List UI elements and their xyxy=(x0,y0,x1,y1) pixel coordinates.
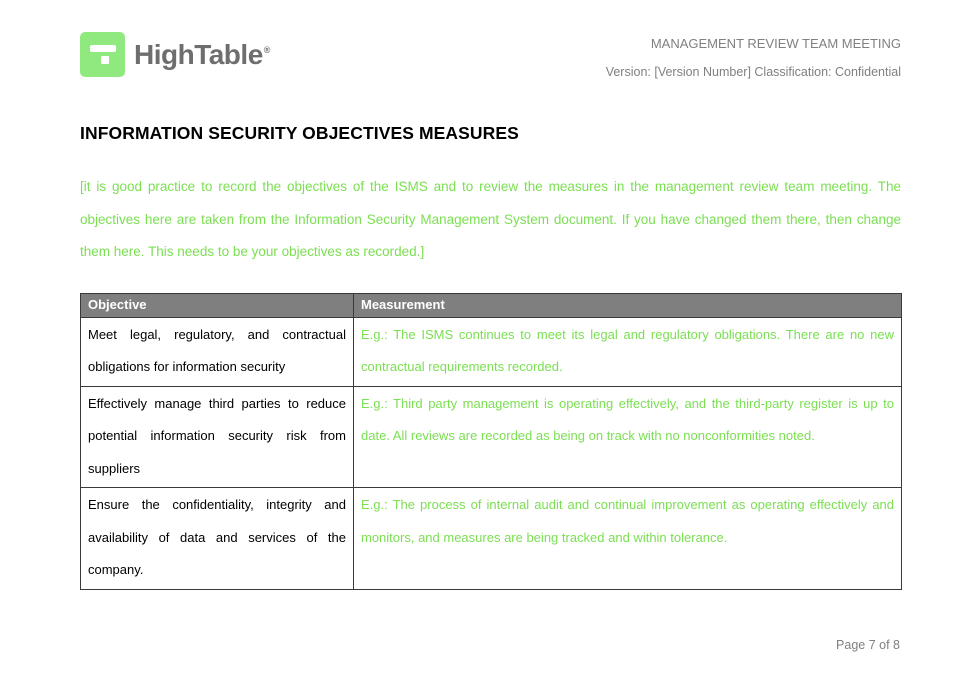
objective-column-header: Objective xyxy=(81,293,354,317)
table-header-row xyxy=(81,293,902,317)
document-header xyxy=(80,30,901,79)
version-classification-line: Version: [Version Number] Classification: Confidential xyxy=(605,65,901,79)
objective-cell: Effectively manage third parties to reduce potential information security risk from suppliers xyxy=(81,386,354,488)
table-row xyxy=(81,386,902,488)
table-row xyxy=(81,488,902,590)
brand-name-text: HighTable xyxy=(134,38,263,70)
brand-name xyxy=(134,38,270,70)
table-row xyxy=(81,317,902,386)
header-meta xyxy=(606,36,901,79)
measurement-cell: E.g.: The ISMS continues to meet its legal and regulatory obligations. There are no new contractual requirements recorded. xyxy=(354,317,902,386)
hightable-logo xyxy=(80,32,270,77)
objectives-measures-table xyxy=(80,293,902,590)
measurement-column-header: Measurement xyxy=(354,293,902,317)
measurement-cell: E.g.: The process of internal audit and continual improvement as operating effectively and monitors, and measures are being tracked and within tolerance. xyxy=(354,488,902,590)
objective-cell: Meet legal, regulatory, and contractual obligations for information security xyxy=(81,317,354,386)
guidance-paragraph: [it is good practice to record the objectives of the ISMS and to review the measures in the management review team meeting. The objectives here are taken from the Information Security Management System document. If you have changed them there, then change them here. This needs to be your objectives as recorded.] xyxy=(80,179,901,259)
logo-table-top-bar xyxy=(90,45,116,53)
meeting-title: MANAGEMENT REVIEW TEAM MEETING xyxy=(650,36,901,51)
hightable-table-icon xyxy=(80,32,125,77)
page-title: INFORMATION SECURITY OBJECTIVES MEASURES xyxy=(80,123,519,143)
objective-cell: Ensure the confidentiality, integrity and availability of data and services of the company. xyxy=(81,488,354,590)
measurement-cell: E.g.: Third party management is operating effectively, and the third-party register is up to date. All reviews are recorded as being on track with no nonconformities noted. xyxy=(354,386,902,488)
logo-table-leg xyxy=(101,56,109,64)
page-number: Page 7 of 8 xyxy=(836,638,900,652)
registered-trademark-symbol: ® xyxy=(263,45,270,56)
